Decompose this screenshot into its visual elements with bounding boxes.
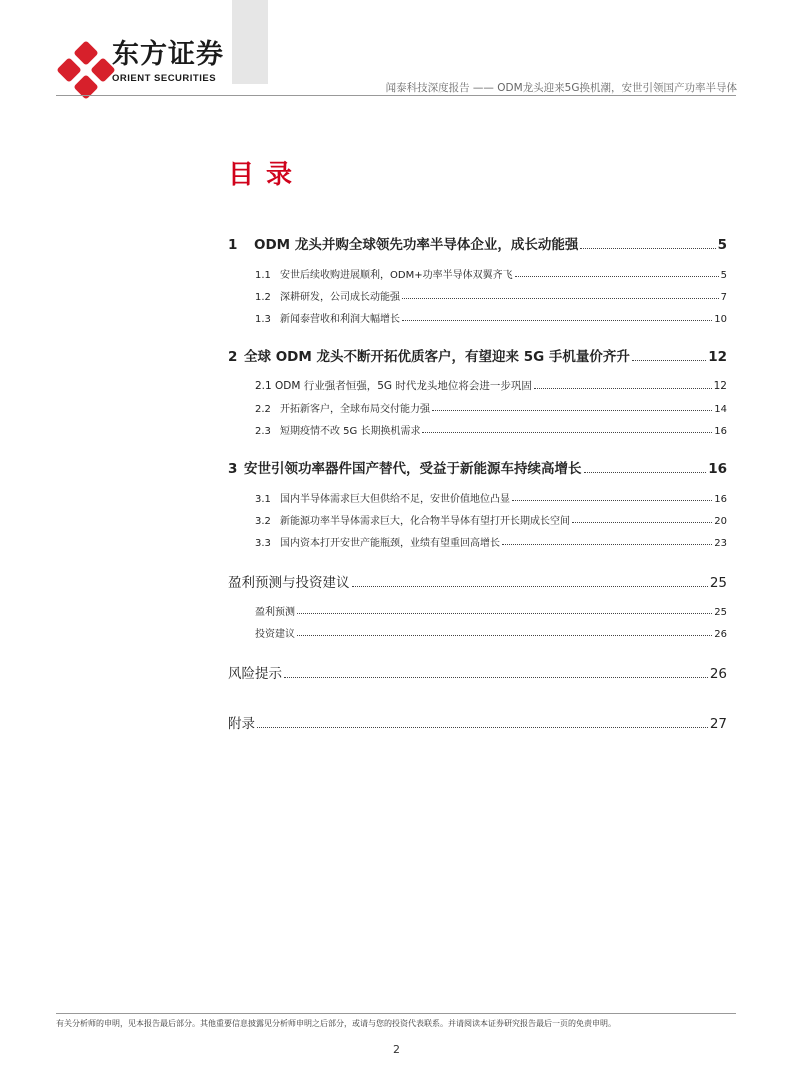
toc-entry[interactable]: 风险提示 26 [228, 666, 727, 682]
toc-entry[interactable]: 盈利预测与投资建议 25 [228, 575, 727, 591]
toc-title: 目录 [228, 160, 305, 190]
toc-entry[interactable]: 2.1 ODM 行业强者恒强，5G 时代龙头地位将会进一步巩固 12 [255, 380, 727, 392]
toc-entry[interactable]: 3.2 新能源功率半导体需求巨大，化合物半导体有望打开长期成长空间 20 [255, 516, 727, 527]
logo-chinese-name: 东方证券 [112, 39, 224, 70]
toc-entry[interactable]: 3 安世引领功率器件国产替代，受益于新能源车持续高增长 16 [228, 461, 727, 477]
toc-entry[interactable]: 投资建议 26 [255, 629, 727, 640]
toc-entry[interactable]: 1 ODM 龙头并购全球领先功率半导体企业，成长动能强 5 [228, 237, 727, 253]
toc-entry[interactable]: 2.2 开拓新客户，全球布局交付能力强 14 [255, 404, 727, 415]
page-number: 2 [393, 1043, 400, 1056]
header-divider [56, 95, 736, 96]
orient-securities-logo-icon [56, 40, 116, 100]
footer-disclaimer: 有关分析师的申明，见本报告最后部分。其他重要信息披露见分析师申明之后部分，或请与您的投资代表联系。并请阅读本证券研究报告最后一页的免责申明。 [56, 1019, 616, 1028]
toc-entry[interactable]: 附录 27 [228, 716, 727, 732]
logo-english-name: ORIENT SECURITIES [112, 73, 217, 84]
toc-entry[interactable]: 2.3 短期疫情不改 5G 长期换机需求 16 [255, 426, 727, 437]
toc-entry[interactable]: 3.3 国内资本打开安世产能瓶颈，业绩有望重回高增长 23 [255, 538, 727, 549]
toc-entry[interactable]: 2 全球 ODM 龙头不断开拓优质客户，有望迎来 5G 手机量价齐升 12 [228, 349, 727, 365]
report-title-line: 闻泰科技深度报告 —— ODM龙头迎来5G换机潮，安世引领国产功率半导体 [385, 82, 737, 94]
toc-entry[interactable]: 1.3 新闻泰营收和利润大幅增长 10 [255, 314, 727, 325]
header-gray-bar [232, 0, 268, 84]
toc-entry[interactable]: 3.1 国内半导体需求巨大但供给不足，安世价值地位凸显 16 [255, 494, 727, 505]
toc-entry[interactable]: 盈利预测 25 [255, 607, 727, 618]
footer-divider [56, 1013, 736, 1014]
toc-entry[interactable]: 1.1 安世后续收购进展顺利，ODM+功率半导体双翼齐飞 5 [255, 270, 727, 281]
toc-entry[interactable]: 1.2 深耕研发，公司成长动能强 7 [255, 292, 727, 303]
